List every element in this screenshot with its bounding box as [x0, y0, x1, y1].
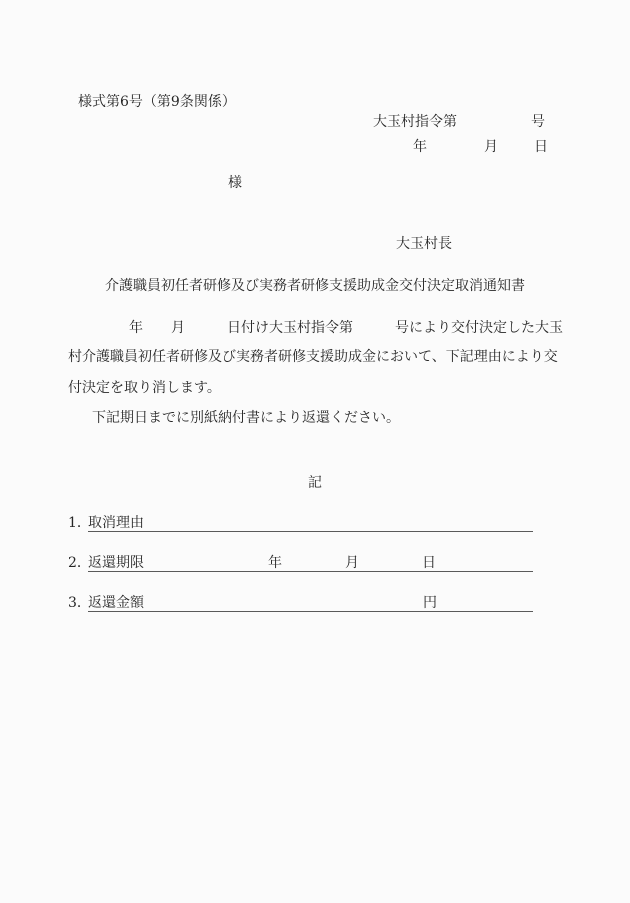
body-line-4: 下記期日までに別紙納付書により返還ください。: [92, 410, 400, 426]
fill-in-line: [88, 556, 533, 572]
item-row-return-deadline: [68, 556, 533, 572]
directive-suffix-label: 号: [531, 114, 545, 130]
item-number: 1．: [68, 515, 91, 531]
fill-in-line: [88, 596, 533, 612]
month-label: 月: [345, 555, 359, 571]
fill-in-line: [88, 516, 533, 532]
body-line-2: 村介護職員初任者研修及び実務者研修支援助成金において、下記理由により交: [68, 349, 558, 365]
month-label: 月: [484, 139, 498, 155]
item-row-cancellation-reason: [68, 516, 533, 532]
item-label: 返還期限: [88, 555, 144, 571]
item-number: 2．: [68, 555, 91, 571]
year-label: 年: [268, 555, 282, 571]
day-label: 日: [422, 555, 436, 571]
form-number-label: 様式第6号（第9条関係）: [78, 94, 236, 110]
addressee-suffix-label: 様: [228, 175, 242, 191]
body-line-1: 年 月 日付け大玉村指令第 号により交付決定した大玉: [129, 320, 563, 336]
item-label: 取消理由: [88, 515, 144, 531]
day-label: 日: [534, 139, 548, 155]
item-label: 返還金額: [88, 595, 144, 611]
year-label: 年: [413, 139, 427, 155]
item-number: 3．: [68, 595, 91, 611]
document-title: 介護職員初任者研修及び実務者研修支援助成金交付決定取消通知書: [105, 278, 525, 294]
sender-label: 大玉村長: [396, 236, 452, 252]
body-line-3: 付決定を取り消します。: [68, 380, 221, 396]
yen-label: 円: [423, 595, 437, 611]
item-row-return-amount: [68, 596, 533, 612]
section-marker: 記: [308, 475, 322, 491]
directive-prefix-label: 大玉村指令第: [373, 114, 457, 130]
